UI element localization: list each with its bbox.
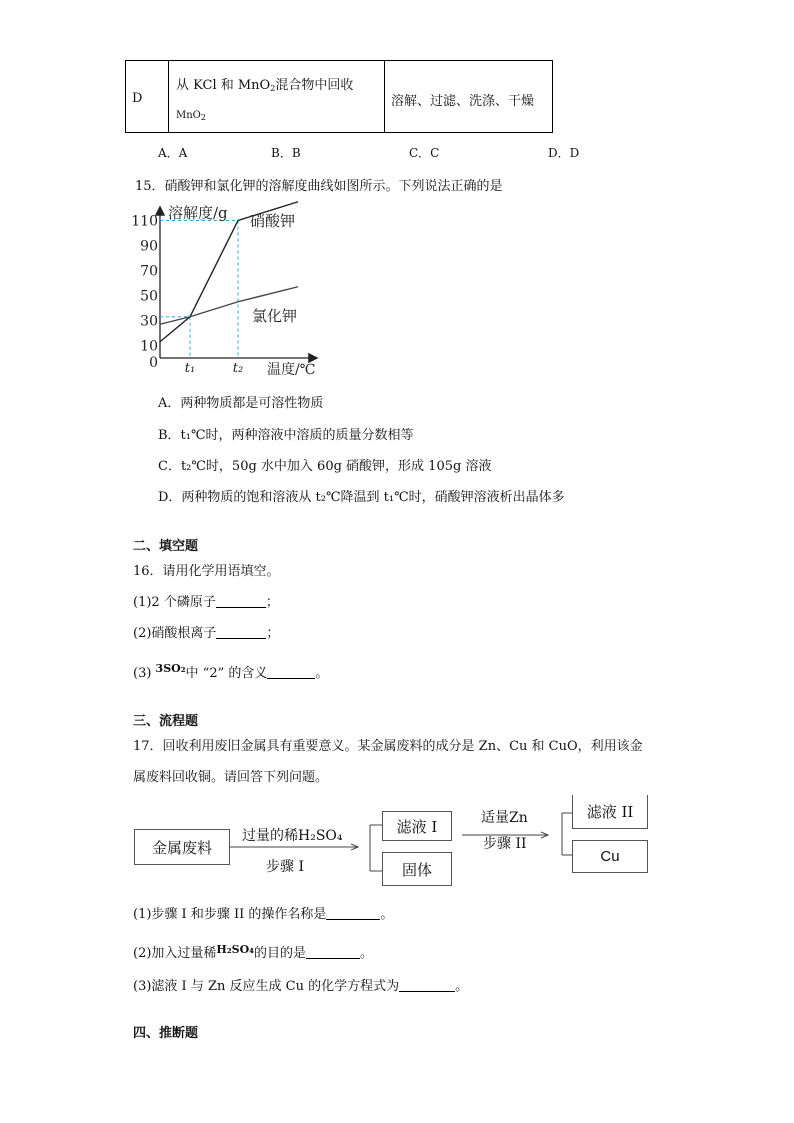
section2-heading: 二、填空题 <box>133 539 199 554</box>
table-desc-line1: 从 KCl 和 MnO$_2$混合物中回收 <box>176 78 354 93</box>
y-tick-label: 10 <box>140 338 158 355</box>
x-tick-label: t₁ <box>184 361 196 376</box>
section4-heading: 四、推断题 <box>133 1026 199 1041</box>
q17-stem-line1: 17．回收利用废旧金属具有重要意义。某金属废料的成分是 Zn、Cu 和 CuO，利用该金 <box>133 739 643 754</box>
q15-option-d: D．两种物质的饱和溶液从 t₂℃降温到 t₁℃时，硝酸钾溶液析出晶体多 <box>158 490 565 505</box>
flow-arrow2-top: 适量Zn <box>481 810 528 826</box>
q14-option-a: A．A <box>158 146 188 160</box>
q16-item-2: (2)硝酸根离子 ； <box>133 626 280 641</box>
q15-option-c: C．t₂℃时，50g 水中加入 60g 硝酸钾，形成 105g 溶液 <box>158 459 492 474</box>
q16-item-1: (1)2 个磷原子 ； <box>133 595 279 610</box>
x-tick-label: t₂ <box>232 361 244 376</box>
q15-option-a: A．两种物质都是可溶性物质 <box>158 396 324 411</box>
flow-solid-box: 固体 <box>382 852 452 886</box>
flow-arrow1-top: 过量的稀H₂SO₄ <box>242 828 343 844</box>
table-method: 溶解、过滤、洗涤、干燥 <box>391 94 535 109</box>
q17-question-2: (2)加入过量稀$^{H_2SO_4}$的目的是 。 <box>133 943 374 961</box>
y-tick-label: 90 <box>140 238 158 255</box>
flow-filtrate1-box: 滤液 I <box>382 811 452 841</box>
flow-arrow1-bottom: 步骤 I <box>266 859 304 875</box>
q14-option-c: C．C <box>409 146 440 160</box>
y-tick-label: 70 <box>140 263 158 280</box>
flow-cu-box: Cu <box>572 840 648 873</box>
q17-question-3: (3)滤液 I 与 Zn 反应生成 Cu 的化学方程式为 。 <box>133 979 469 994</box>
y-axis-label: 溶解度/g <box>168 204 228 222</box>
flow-start-box: 金属废料 <box>134 829 230 865</box>
q14-option-d: D．D <box>548 146 580 160</box>
guide-lines <box>160 221 238 359</box>
series-kno3-label: 硝酸钾 <box>250 212 296 230</box>
solubility-chart <box>130 200 330 380</box>
section3-heading: 三、流程题 <box>133 714 199 729</box>
flow-filtrate2-box: 滤液 II <box>572 795 648 829</box>
table-row-label: D <box>132 91 143 106</box>
q14-option-b: B．B <box>271 146 301 160</box>
series-kcl-label: 氯化钾 <box>252 307 298 325</box>
q17-stem-line2: 属废料回收铜。请回答下列问题。 <box>133 770 329 785</box>
q17-question-1: (1)步骤 I 和步骤 II 的操作名称是 。 <box>133 907 394 922</box>
flow-arrow2-bottom: 步骤 II <box>483 836 527 852</box>
table-desc-line2: MnO$_2$ <box>176 110 206 122</box>
q15-stem: 15．硝酸钾和氯化钾的溶解度曲线如图所示。下列说法正确的是 <box>135 179 503 194</box>
y-tick-label: 110 <box>131 213 158 230</box>
y-tick-label: 30 <box>140 313 158 330</box>
q16-item-3: (3) $^{3SO_2}$中 “2” 的含义 。 <box>133 662 329 681</box>
q15-option-b: B．t₁℃时，两种溶液中溶质的质量分数相等 <box>158 428 414 443</box>
q16-stem: 16．请用化学用语填空。 <box>133 564 280 579</box>
y-tick-label: 0 <box>149 355 158 371</box>
y-tick-label: 50 <box>140 288 158 305</box>
x-axis-label: 温度/℃ <box>267 362 316 378</box>
